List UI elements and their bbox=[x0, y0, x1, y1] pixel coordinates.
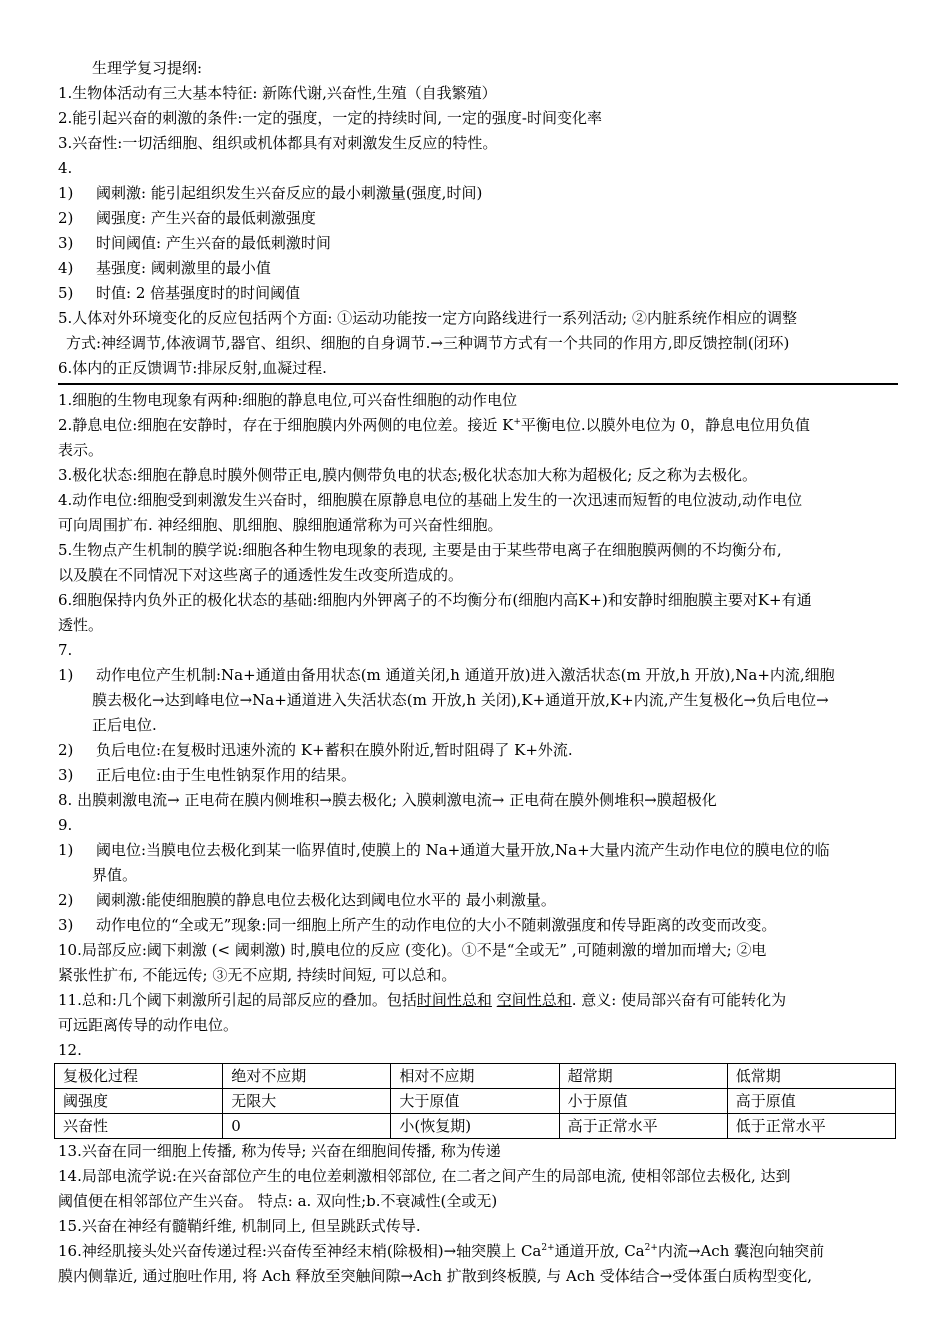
item-13: 13.兴奋在同一细胞上传播, 称为传导; 兴奋在细胞间传播, 称为传递 bbox=[58, 1142, 501, 1160]
table-cell: 低于正常水平 bbox=[727, 1114, 895, 1139]
subitem-cont: 正后电位. bbox=[92, 716, 157, 734]
table-header-row bbox=[55, 1064, 896, 1089]
item-9-heading: 9. bbox=[58, 816, 73, 834]
item-5: 5.生物点产生机制的膜学说:细胞各种生物电现象的表现, 主要是由于某些带电离子在细胞膜两侧的不均衡分布, bbox=[58, 541, 782, 559]
item-10: 10.局部反应:阈下刺激 (< 阈刺激) 时,膜电位的反应 (变化)。①不是“全或无” ,可随刺激的增加而增大; ②电 bbox=[58, 941, 767, 959]
item-14: 14.局部电流学说:在兴奋部位产生的电位差刺激相邻部位, 在二者之间产生的局部电流, 使相邻部位去极化, 达到 bbox=[58, 1167, 791, 1185]
subitem-text: 负后电位:在复极时迅速外流的 K+蓄积在膜外附近,暂时阻碍了 K+外流. bbox=[96, 741, 573, 759]
item-8: 8. 出膜刺激电流→ 正电荷在膜内侧堆积→膜去极化; 入膜刺激电流→ 正电荷在膜外侧堆积→膜超极化 bbox=[58, 791, 717, 809]
subitem-cont: 膜去极化→达到峰电位→Na+通道进入失活状态(m 开放,h 关闭),K+通道开放,K+内流,产生复极化→负后电位→ bbox=[92, 691, 829, 709]
item-4-heading: 4. bbox=[58, 159, 73, 177]
subitem-number: 2) bbox=[58, 891, 74, 909]
subitem-cont: 界值。 bbox=[92, 866, 138, 884]
table-cell: 小于原值 bbox=[559, 1089, 727, 1114]
item-2: 2.能引起兴奋的刺激的条件:一定的强度，一定的持续时间, 一定的强度-时间变化率 bbox=[58, 109, 602, 127]
item-2-cont: 表示。 bbox=[58, 441, 104, 459]
item-2 bbox=[58, 413, 898, 438]
subitem-text: 基强度: 阈刺激里的最小值 bbox=[96, 259, 271, 277]
table-cell: 小(恢复期) bbox=[391, 1114, 559, 1139]
subitem-number: 2) bbox=[58, 209, 74, 227]
table-header-cell: 相对不应期 bbox=[391, 1064, 559, 1089]
page-title: 生理学复习提纲: bbox=[92, 59, 203, 77]
subitem-text: 动作电位的“全或无”现象:同一细胞上所产生的动作电位的大小不随刺激强度和传导距离的改变而改变。 bbox=[96, 916, 777, 934]
table-cell: 大于原值 bbox=[391, 1089, 559, 1114]
table-cell: 高于原值 bbox=[727, 1089, 895, 1114]
subitem bbox=[58, 763, 898, 788]
subitem-text: 时间阈值: 产生兴奋的最低刺激时间 bbox=[96, 234, 331, 252]
item-16-cont: 膜内侧靠近, 通过胞吐作用, 将 Ach 释放至突触间隙→Ach 扩散到终板膜, 与 Ach 受体结合→受体蛋白质构型变化, bbox=[58, 1267, 813, 1285]
item-5: 5.人体对外环境变化的反应包括两个方面: ①运动功能按一定方向路线进行一系列活动; ②内脏系统作相应的调整 bbox=[58, 309, 797, 327]
table-cell: 无限大 bbox=[223, 1089, 391, 1114]
table-cell: 高于正常水平 bbox=[559, 1114, 727, 1139]
item-1: 1.生物体活动有三大基本特征: 新陈代谢,兴奋性,生殖（自我繁殖） bbox=[58, 84, 497, 102]
item-7-heading: 7. bbox=[58, 641, 73, 659]
item-6: 6.细胞保持内负外正的极化状态的基础:细胞内外钾离子的不均衡分布(细胞内高K+)和安静时细胞膜主要对K+有通 bbox=[58, 591, 812, 609]
subitem-number: 1) bbox=[58, 666, 74, 684]
text-run: 内流→Ach 囊泡向轴突前 bbox=[657, 1242, 825, 1260]
item-3: 3.兴奋性:一切活细胞、组织或机体都具有对刺激发生反应的特性。 bbox=[58, 134, 498, 152]
item-1: 1.细胞的生物电现象有两种:细胞的静息电位,可兴奋性细胞的动作电位 bbox=[58, 391, 518, 409]
subitem-text: 时值: 2 倍基强度时的时间阈值 bbox=[96, 284, 301, 302]
subitem-number: 3) bbox=[58, 234, 74, 252]
subitem bbox=[58, 281, 898, 306]
item-4-cont: 可向周围扩布. 神经细胞、肌细胞、腺细胞通常称为可兴奋性细胞。 bbox=[58, 516, 503, 534]
table-header-cell: 复极化过程 bbox=[55, 1064, 223, 1089]
text-run: 11.总和:几个阈下刺激所引起的局部反应的叠加。包括 bbox=[58, 991, 417, 1009]
item-11 bbox=[58, 988, 898, 1013]
item-4: 4.动作电位:细胞受到刺激发生兴奋时，细胞膜在原静息电位的基础上发生的一次迅速而短暂的电位波动,动作电位 bbox=[58, 491, 803, 509]
subitem-number: 1) bbox=[58, 184, 74, 202]
subitem bbox=[58, 888, 898, 913]
superscript: 2+ bbox=[541, 1243, 555, 1253]
subitem bbox=[58, 231, 898, 256]
item-5-cont: 方式:神经调节,体液调节,器官、组织、细胞的自身调节.→三种调节方式有一个共同的作用方,即反馈控制(闭环) bbox=[66, 334, 790, 352]
subitem bbox=[58, 206, 898, 231]
table-cell: 兴奋性 bbox=[55, 1114, 223, 1139]
subitem-text: 阈刺激:能使细胞膜的静息电位去极化达到阈电位水平的 最小刺激量。 bbox=[96, 891, 556, 909]
superscript: + bbox=[513, 417, 521, 427]
subitem bbox=[58, 738, 898, 763]
table-row bbox=[55, 1114, 896, 1139]
section-divider bbox=[58, 383, 898, 385]
subitem-number: 4) bbox=[58, 259, 74, 277]
subitem-number: 3) bbox=[58, 766, 74, 784]
table-header-cell: 超常期 bbox=[559, 1064, 727, 1089]
table-header-cell: 低常期 bbox=[727, 1064, 895, 1089]
notes-body bbox=[58, 56, 898, 1289]
text-run: 2.静息电位:细胞在安静时，存在于细胞膜内外两侧的电位差。接近 K bbox=[58, 416, 514, 434]
item-12-heading: 12. bbox=[58, 1041, 82, 1059]
superscript: 2+ bbox=[644, 1243, 658, 1253]
subitem-text: 阈电位:当膜电位去极化到某一临界值时,使膜上的 Na+通道大量开放,Na+大量内流产生动作电位的膜电位的临 bbox=[96, 841, 830, 859]
item-10-cont: 紧张性扩布, 不能远传; ③无不应期, 持续时间短, 可以总和。 bbox=[58, 966, 457, 984]
subitem-text: 正后电位:由于生电性钠泵作用的结果。 bbox=[96, 766, 357, 784]
table-cell: 阈强度 bbox=[55, 1089, 223, 1114]
subitem-number: 2) bbox=[58, 741, 74, 759]
subitem-text: 阈刺激: 能引起组织发生兴奋反应的最小刺激量(强度,时间) bbox=[96, 184, 483, 202]
underlined-term: 时间性总和 bbox=[416, 991, 492, 1009]
item-6: 6.体内的正反馈调节:排尿反射,血凝过程. bbox=[58, 359, 327, 377]
subitem bbox=[58, 663, 898, 688]
item-15: 15.兴奋在神经有髓鞘纤维, 机制同上, 但呈跳跃式传导. bbox=[58, 1217, 421, 1235]
subitem bbox=[58, 838, 898, 863]
table-cell: 0 bbox=[223, 1114, 391, 1139]
text-run: 16.神经肌接头处兴奋传递过程:兴奋传至神经末梢(除极相)→轴突膜上 Ca bbox=[58, 1242, 542, 1260]
subitem bbox=[58, 913, 898, 938]
refractory-table bbox=[54, 1063, 896, 1139]
text-run: 平衡电位.以膜外电位为 0，静息电位用负值 bbox=[520, 416, 810, 434]
item-6-cont: 透性。 bbox=[58, 616, 104, 634]
subitem-number: 5) bbox=[58, 284, 74, 302]
item-16 bbox=[58, 1239, 898, 1264]
item-11-cont: 可远距离传导的动作电位。 bbox=[58, 1016, 239, 1034]
subitem bbox=[58, 181, 898, 206]
text-run: . 意义: 使局部兴奋有可能转化为 bbox=[571, 991, 787, 1009]
item-14-cont: 阈值便在相邻部位产生兴奋。 特点: a. 双向性;b.不衰减性(全或无) bbox=[58, 1192, 498, 1210]
subitem-number: 1) bbox=[58, 841, 74, 859]
subitem bbox=[58, 256, 898, 281]
table-header-cell: 绝对不应期 bbox=[223, 1064, 391, 1089]
text-run: 通道开放, Ca bbox=[554, 1242, 645, 1260]
table-row bbox=[55, 1089, 896, 1114]
underlined-term: 空间性总和 bbox=[496, 991, 572, 1009]
item-3: 3.极化状态:细胞在静息时膜外侧带正电,膜内侧带负电的状态;极化状态加大称为超极化; 反之称为去极化。 bbox=[58, 466, 758, 484]
subitem-text: 动作电位产生机制:Na+通道由备用状态(m 通道关闭,h 通道开放)进入激活状态(m 开放,h 开放),Na+内流,细胞 bbox=[96, 666, 835, 684]
subitem-number: 3) bbox=[58, 916, 74, 934]
item-5-cont: 以及膜在不同情况下对这些离子的通透性发生改变所造成的。 bbox=[58, 566, 464, 584]
subitem-text: 阈强度: 产生兴奋的最低刺激强度 bbox=[96, 209, 316, 227]
